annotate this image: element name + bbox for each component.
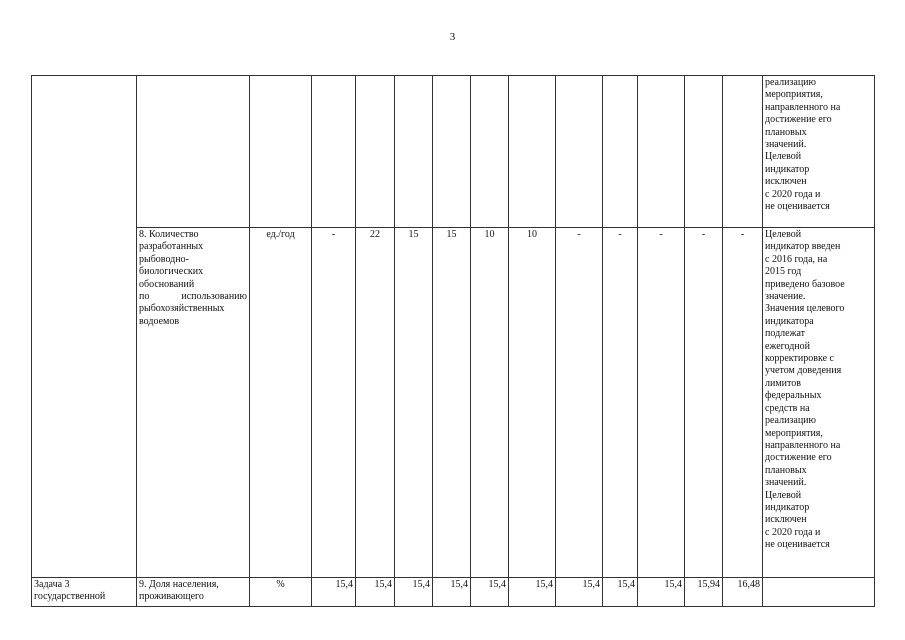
indicators-table: [31, 75, 875, 607]
value-cell: 15,4: [433, 578, 471, 607]
value-cell: 15,4: [638, 578, 685, 607]
value-cell: 15: [433, 228, 471, 578]
unit-cell: %: [250, 578, 312, 607]
value-cell: -: [556, 228, 603, 578]
value-cell: -: [685, 228, 723, 578]
indicator-cell: 9. Доля населения, проживающего: [137, 578, 250, 607]
unit-cell: ед./год: [250, 228, 312, 578]
value-cell: -: [638, 228, 685, 578]
value-cell: [723, 76, 763, 228]
value-cell: [433, 76, 471, 228]
note-cell: Целевой индикатор введен с 2016 года, на 2015 год приведено базовое значение. Значения целевого индикатора подлежат ежегодной корректировке с учетом доведения лимитов федеральных средств на реализацию мероприятия, направленного на достижение его плановых значений. Целевой индикатор исключен с 2020 года и не оценивается: [763, 228, 875, 578]
value-cell: 10: [509, 228, 556, 578]
indicator-text: 8. Количество разработанных рыбоводно- биологических обоснований: [139, 229, 204, 290]
value-cell: 15: [395, 228, 433, 578]
value-cell: 10: [471, 228, 509, 578]
note-cell: [763, 578, 875, 607]
value-cell: -: [603, 228, 638, 578]
value-cell: [556, 76, 603, 228]
table-row: [32, 76, 875, 228]
value-cell: 15,4: [356, 578, 395, 607]
value-cell: 15,4: [603, 578, 638, 607]
value-cell: 15,4: [509, 578, 556, 607]
table-row: [32, 578, 875, 607]
task-cell: Задача 3 государственной: [32, 578, 137, 607]
value-cell: [685, 76, 723, 228]
value-cell: -: [723, 228, 763, 578]
value-cell: 15,4: [556, 578, 603, 607]
note-cell: реализацию мероприятия, направленного на достижение его плановых значений. Целевой индикатор исключен с 2020 года и не оценивается: [763, 76, 875, 228]
indicator-text: по использованию: [139, 291, 247, 303]
value-cell: [509, 76, 556, 228]
value-cell: 15,4: [471, 578, 509, 607]
value-cell: [638, 76, 685, 228]
value-cell: [312, 76, 356, 228]
value-cell: [395, 76, 433, 228]
value-cell: [356, 76, 395, 228]
value-cell: 15,4: [395, 578, 433, 607]
table-row: [32, 228, 875, 578]
indicator-text: рыбохозяйственных водоемов: [139, 303, 225, 327]
indicator-cell: [137, 76, 250, 228]
value-cell: 15,4: [312, 578, 356, 607]
task-cell: [32, 76, 137, 578]
value-cell: -: [312, 228, 356, 578]
value-cell: 15,94: [685, 578, 723, 607]
value-cell: 16,48: [723, 578, 763, 607]
value-cell: [471, 76, 509, 228]
page-number: 3: [449, 31, 456, 43]
unit-cell: [250, 76, 312, 228]
value-cell: 22: [356, 228, 395, 578]
indicator-cell: [137, 228, 250, 578]
value-cell: [603, 76, 638, 228]
